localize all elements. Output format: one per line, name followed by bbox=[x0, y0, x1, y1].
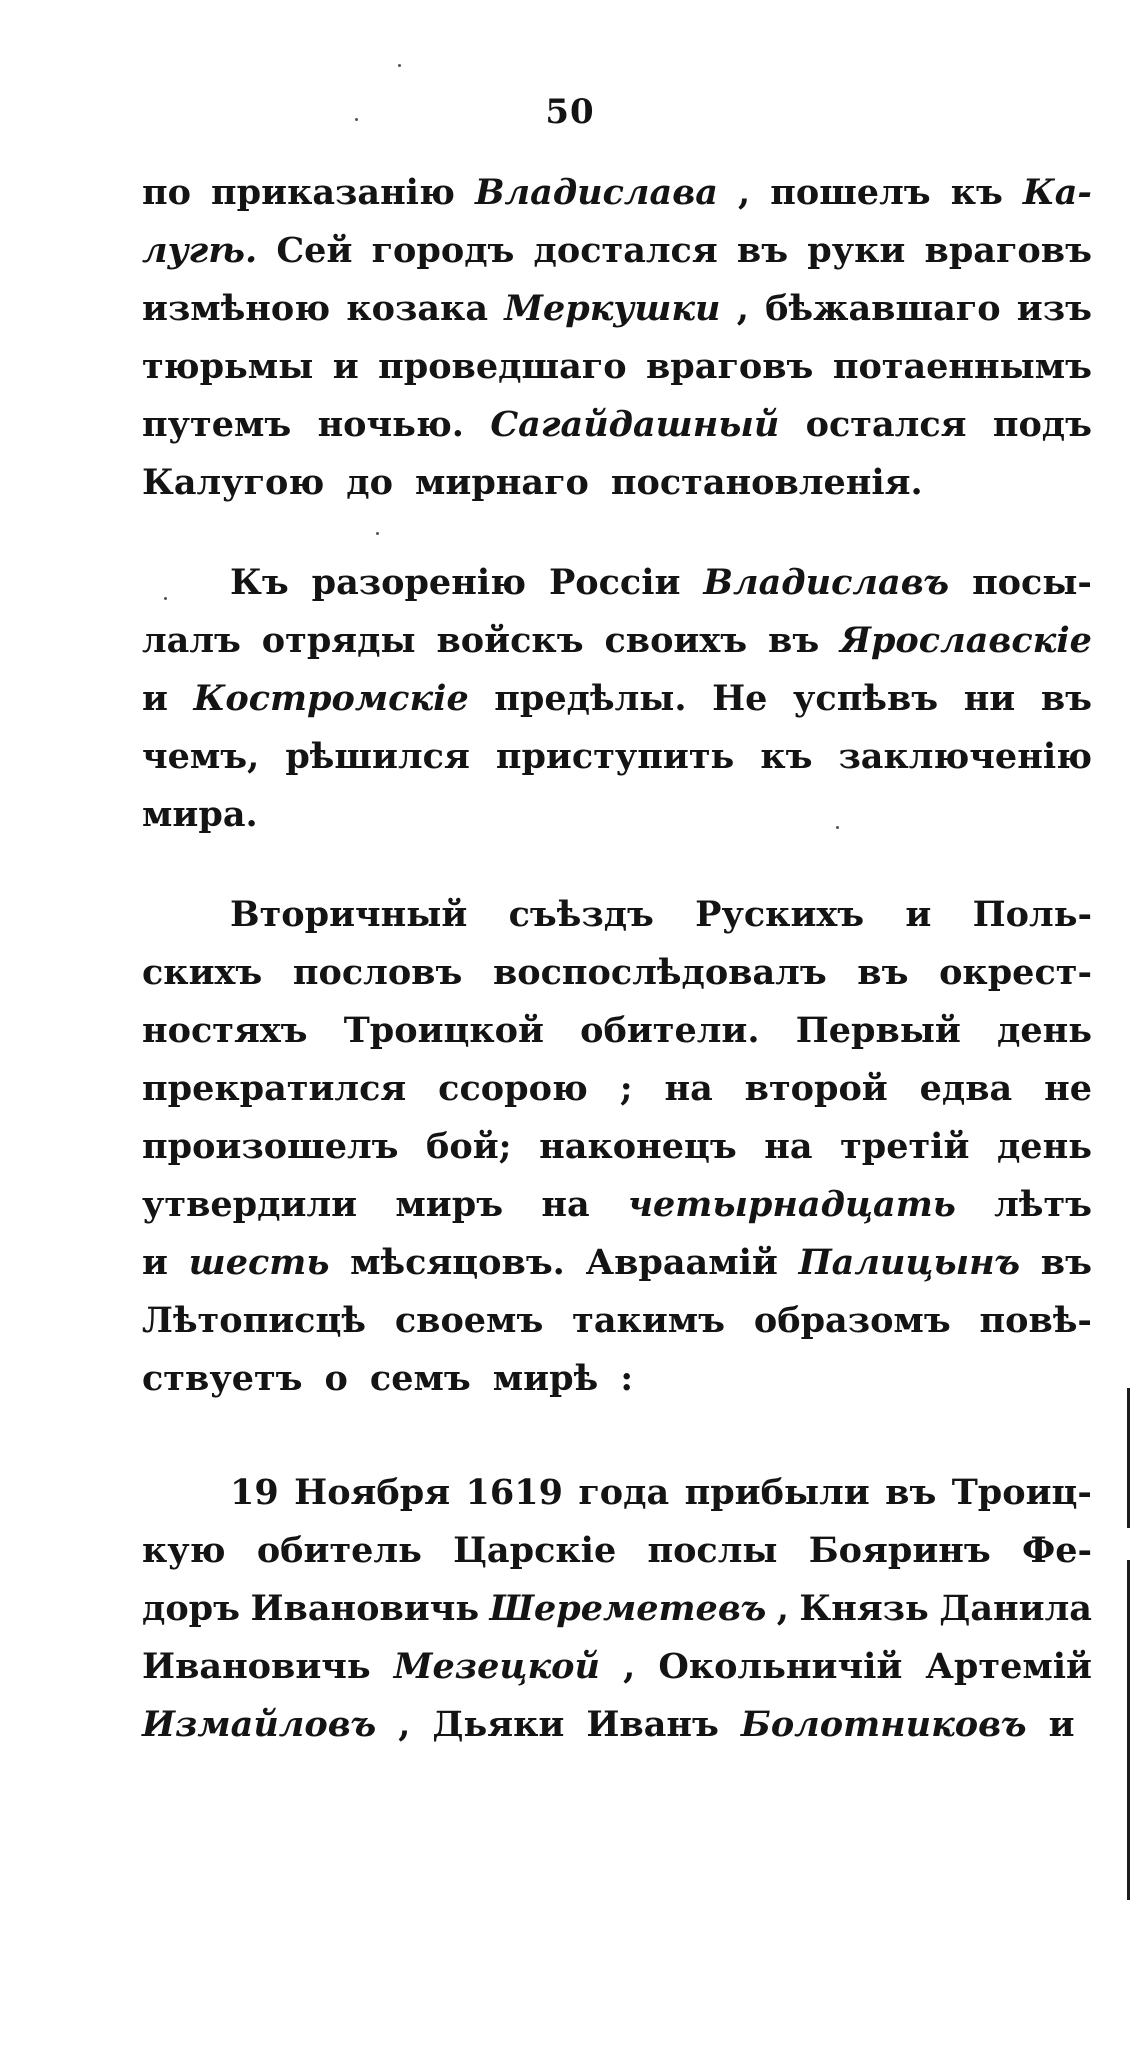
word: достался bbox=[533, 230, 718, 271]
word: и bbox=[1048, 1704, 1075, 1745]
text-line bbox=[142, 944, 1092, 1002]
word: воспослѣдовалъ bbox=[492, 952, 827, 993]
word: Къ bbox=[230, 562, 289, 603]
paragraph-1 bbox=[142, 164, 1092, 512]
word: 19 bbox=[230, 1472, 279, 1513]
word: на bbox=[664, 1068, 713, 1109]
italic-word: Болотниковъ bbox=[740, 1704, 1027, 1745]
text-line bbox=[142, 1002, 1092, 1060]
paragraph-4 bbox=[142, 1464, 1092, 1754]
word: на bbox=[541, 1184, 590, 1225]
word: заключенію bbox=[838, 736, 1092, 777]
word: Рускихъ bbox=[695, 894, 865, 935]
paper-speck bbox=[376, 532, 379, 535]
text-line bbox=[142, 728, 1092, 786]
word: Лѣтописцѣ bbox=[142, 1300, 366, 1341]
word: въ bbox=[768, 620, 820, 661]
word: Артемій bbox=[925, 1646, 1092, 1687]
word: постановленія. bbox=[610, 462, 923, 503]
word: въ bbox=[885, 1472, 937, 1513]
word: второй bbox=[744, 1068, 888, 1109]
text-line bbox=[142, 612, 1092, 670]
text-line bbox=[142, 1580, 1092, 1638]
word: : bbox=[620, 1358, 634, 1399]
word: произошелъ bbox=[142, 1126, 399, 1167]
word: кую bbox=[142, 1530, 226, 1571]
word: и bbox=[142, 1242, 168, 1283]
word: третій bbox=[840, 1126, 970, 1167]
word: Царскіе bbox=[453, 1530, 617, 1571]
word: , bbox=[736, 288, 749, 329]
word: мирнаго bbox=[414, 462, 589, 503]
word: лѣтъ bbox=[994, 1184, 1092, 1225]
word: Ивановичь bbox=[142, 1646, 371, 1687]
word: Князь bbox=[799, 1588, 929, 1629]
word: Троицкой bbox=[343, 1010, 544, 1051]
word: мирѣ bbox=[492, 1358, 599, 1399]
word: предѣлы. bbox=[494, 678, 687, 719]
word: руки bbox=[807, 230, 906, 271]
word: Россіи bbox=[548, 562, 681, 603]
word: въ bbox=[857, 952, 909, 993]
word: о bbox=[324, 1358, 348, 1399]
text-line bbox=[142, 1292, 1092, 1350]
text-line bbox=[142, 886, 1092, 944]
word: Окольничій bbox=[658, 1646, 903, 1687]
word: до bbox=[346, 462, 393, 503]
word: , bbox=[623, 1646, 636, 1687]
word: разоренію bbox=[311, 562, 526, 603]
paragraph-3 bbox=[142, 886, 1092, 1408]
word: мира. bbox=[142, 794, 258, 835]
word: войскъ bbox=[436, 620, 584, 661]
word: образомъ bbox=[753, 1300, 951, 1341]
word: Не bbox=[712, 678, 768, 719]
text-line bbox=[142, 338, 1092, 396]
word: пошелъ bbox=[770, 172, 931, 213]
word: измѣною bbox=[142, 288, 331, 329]
word: приступить bbox=[495, 736, 735, 777]
word: Калугою bbox=[142, 462, 325, 503]
word: отряды bbox=[261, 620, 416, 661]
word: Сей bbox=[276, 230, 353, 271]
italic-word: четырнадцать bbox=[628, 1184, 956, 1225]
italic-word: шесть bbox=[188, 1242, 330, 1283]
word: доръ bbox=[142, 1588, 240, 1629]
word: и bbox=[332, 346, 359, 387]
text-line bbox=[142, 1696, 1092, 1754]
word: чемъ, bbox=[142, 736, 260, 777]
word: въ bbox=[736, 230, 789, 271]
word: ; bbox=[619, 1068, 633, 1109]
word: путемъ bbox=[142, 404, 292, 445]
word: семъ bbox=[369, 1358, 471, 1399]
word: враговъ bbox=[645, 346, 814, 387]
word: ссорою bbox=[438, 1068, 588, 1109]
text-line bbox=[142, 280, 1092, 338]
word: и bbox=[905, 894, 932, 935]
text-line bbox=[142, 1234, 1092, 1292]
word: Иванъ bbox=[586, 1704, 719, 1745]
word: въ bbox=[1040, 678, 1092, 719]
word: Данила bbox=[939, 1588, 1092, 1629]
word: ночью. bbox=[317, 404, 464, 445]
word: обитель bbox=[256, 1530, 422, 1571]
word: съѣздъ bbox=[508, 894, 654, 935]
text-line bbox=[142, 164, 1092, 222]
word: обители. bbox=[580, 1010, 760, 1051]
italic-word: Костромскіе bbox=[193, 678, 469, 719]
word: Поль- bbox=[972, 894, 1092, 935]
paper-speck bbox=[164, 597, 167, 600]
word: 1619 bbox=[465, 1472, 563, 1513]
word: года bbox=[578, 1472, 670, 1513]
word: въ bbox=[1040, 1242, 1092, 1283]
word: , bbox=[737, 172, 751, 213]
word: , bbox=[398, 1704, 411, 1745]
word: бѣжавшаго bbox=[765, 288, 1001, 329]
word: послы bbox=[647, 1530, 778, 1571]
word: ни bbox=[963, 678, 1016, 719]
paper-speck bbox=[836, 826, 839, 829]
italic-word: Измайловъ bbox=[142, 1704, 377, 1745]
paper-speck bbox=[398, 64, 401, 67]
text-line bbox=[142, 1350, 1092, 1408]
italic-word: Владиславъ bbox=[703, 562, 950, 603]
word: прибыли bbox=[684, 1472, 870, 1513]
italic-word: лугѣ. bbox=[142, 230, 258, 271]
word: на bbox=[764, 1126, 813, 1167]
word: Фе- bbox=[1021, 1530, 1092, 1571]
word: Ноября bbox=[294, 1472, 451, 1513]
word: пословъ bbox=[292, 952, 463, 993]
word: проведшаго bbox=[378, 346, 627, 387]
word: миръ bbox=[395, 1184, 504, 1225]
word: приказанію bbox=[211, 172, 455, 213]
word: къ bbox=[950, 172, 1003, 213]
text-line bbox=[142, 1638, 1092, 1696]
page-number: 50 bbox=[545, 92, 595, 132]
word: козака bbox=[346, 288, 488, 329]
text-line bbox=[142, 1118, 1092, 1176]
word: Первый bbox=[795, 1010, 961, 1051]
italic-word: Меркушки bbox=[504, 288, 721, 329]
text-line bbox=[142, 1176, 1092, 1234]
word: день bbox=[996, 1126, 1092, 1167]
word: потаеннымъ bbox=[832, 346, 1092, 387]
word: остался bbox=[805, 404, 967, 445]
paragraph-2 bbox=[142, 554, 1092, 844]
italic-word: Мезецкой bbox=[393, 1646, 600, 1687]
text-line bbox=[142, 554, 1092, 612]
word: посы- bbox=[972, 562, 1092, 603]
text-line bbox=[142, 1522, 1092, 1580]
word: утвердили bbox=[142, 1184, 358, 1225]
text-line bbox=[142, 396, 1092, 454]
word: повѣ- bbox=[979, 1300, 1092, 1341]
word: едва bbox=[919, 1068, 1013, 1109]
italic-word: Ярославскіе bbox=[840, 620, 1092, 661]
text-line bbox=[142, 1060, 1092, 1118]
word: наконецъ bbox=[539, 1126, 737, 1167]
text-line bbox=[142, 454, 1092, 512]
word: Авраамій bbox=[585, 1242, 778, 1283]
word: рѣшился bbox=[285, 736, 470, 777]
word: Троиц- bbox=[951, 1472, 1092, 1513]
italic-word: Владислава bbox=[474, 172, 718, 213]
text-line bbox=[142, 222, 1092, 280]
word: своихъ bbox=[604, 620, 748, 661]
word: не bbox=[1044, 1068, 1092, 1109]
word: по bbox=[142, 172, 191, 213]
italic-word: Сагайдашный bbox=[490, 404, 780, 445]
text-line bbox=[142, 1464, 1092, 1522]
word: ностяхъ bbox=[142, 1010, 308, 1051]
word: и bbox=[142, 678, 168, 719]
word: мѣсяцовъ. bbox=[350, 1242, 565, 1283]
paper-speck bbox=[355, 118, 358, 121]
text-line bbox=[142, 670, 1092, 728]
word: скихъ bbox=[142, 952, 263, 993]
word: Бояринъ bbox=[808, 1530, 991, 1571]
word: успѣвъ bbox=[793, 678, 939, 719]
word: бой; bbox=[426, 1126, 512, 1167]
word: своемъ bbox=[394, 1300, 544, 1341]
word: окрест- bbox=[939, 952, 1092, 993]
word: Ивановичь bbox=[250, 1588, 480, 1629]
text-line bbox=[142, 786, 1092, 844]
word: изъ bbox=[1016, 288, 1092, 329]
italic-word: Ка- bbox=[1022, 172, 1092, 213]
word: прекратился bbox=[142, 1068, 407, 1109]
margin-rule-lower bbox=[1127, 1560, 1130, 1900]
word: къ bbox=[760, 736, 813, 777]
word: тюрьмы bbox=[142, 346, 314, 387]
word: день bbox=[997, 1010, 1092, 1051]
word: такимъ bbox=[572, 1300, 726, 1341]
italic-word: Шереметевъ bbox=[489, 1588, 767, 1629]
word: подъ bbox=[992, 404, 1092, 445]
word: лалъ bbox=[142, 620, 241, 661]
word: ствуетъ bbox=[142, 1358, 303, 1399]
word: городъ bbox=[371, 230, 515, 271]
word: , bbox=[776, 1588, 789, 1629]
margin-rule-upper bbox=[1127, 1388, 1130, 1528]
word: враговъ bbox=[924, 230, 1092, 271]
italic-word: Палицынъ bbox=[798, 1242, 1021, 1283]
word: Дьяки bbox=[432, 1704, 565, 1745]
word: Вторичный bbox=[230, 894, 468, 935]
